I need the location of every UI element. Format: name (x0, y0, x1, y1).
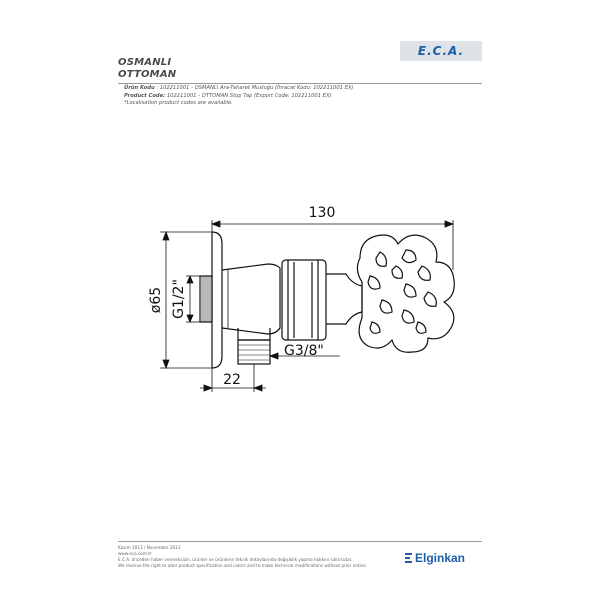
footer-notice-en: We reserve the right to alter product specification and colors and to make technical modifications without prior notice. (118, 563, 367, 568)
product-code-tr-label: Ürün Kodu (124, 85, 155, 91)
footer-notice-tr: E.C.A. önceden haber vermeksizin, ürünler ve ürünlerin teknik detaylarında değişiklik yapma hakkını saklı tutar. (118, 557, 353, 562)
dimension-outlet-thread: G3/8" (284, 343, 324, 359)
wall-flange (212, 232, 222, 368)
outlet-thread (238, 340, 270, 364)
valve-body (222, 264, 280, 334)
product-code-en-label: Product Code: (124, 92, 166, 99)
footer-notes (118, 545, 367, 569)
dimension-total-length: 130 (308, 205, 336, 221)
eca-logo-text: E.C.A. (417, 44, 465, 58)
product-name-en: OTTOMAN (118, 69, 177, 80)
dimension-diameter: ø65 (148, 286, 164, 314)
spindle-neck (326, 274, 362, 324)
dimension-inlet-thread: G1/2" (171, 279, 187, 319)
dimension-depth: 22 (223, 372, 241, 388)
footer-divider (118, 541, 482, 542)
product-code-en-value: 102211001 - OTTOMAN Stop Tap (Export Code: 102211001 EX) (166, 92, 332, 99)
elginkan-brand-text: Elginkan (415, 551, 466, 565)
footer-date: Kasım 2013 / November 2013 (118, 545, 181, 550)
product-code-tr-value: : 102211001 - OSMANLI Ara-Taharet Musluğu (İhracat Kodu: 102211001 EX) (156, 85, 354, 91)
product-name-tr: OSMANLI (118, 57, 172, 68)
elginkan-logo (405, 551, 465, 565)
footer-website: www.eca.com.tr (118, 551, 152, 556)
elginkan-mark-icon (405, 553, 412, 564)
localisation-note: *Localisation product codes are available. (124, 100, 233, 106)
